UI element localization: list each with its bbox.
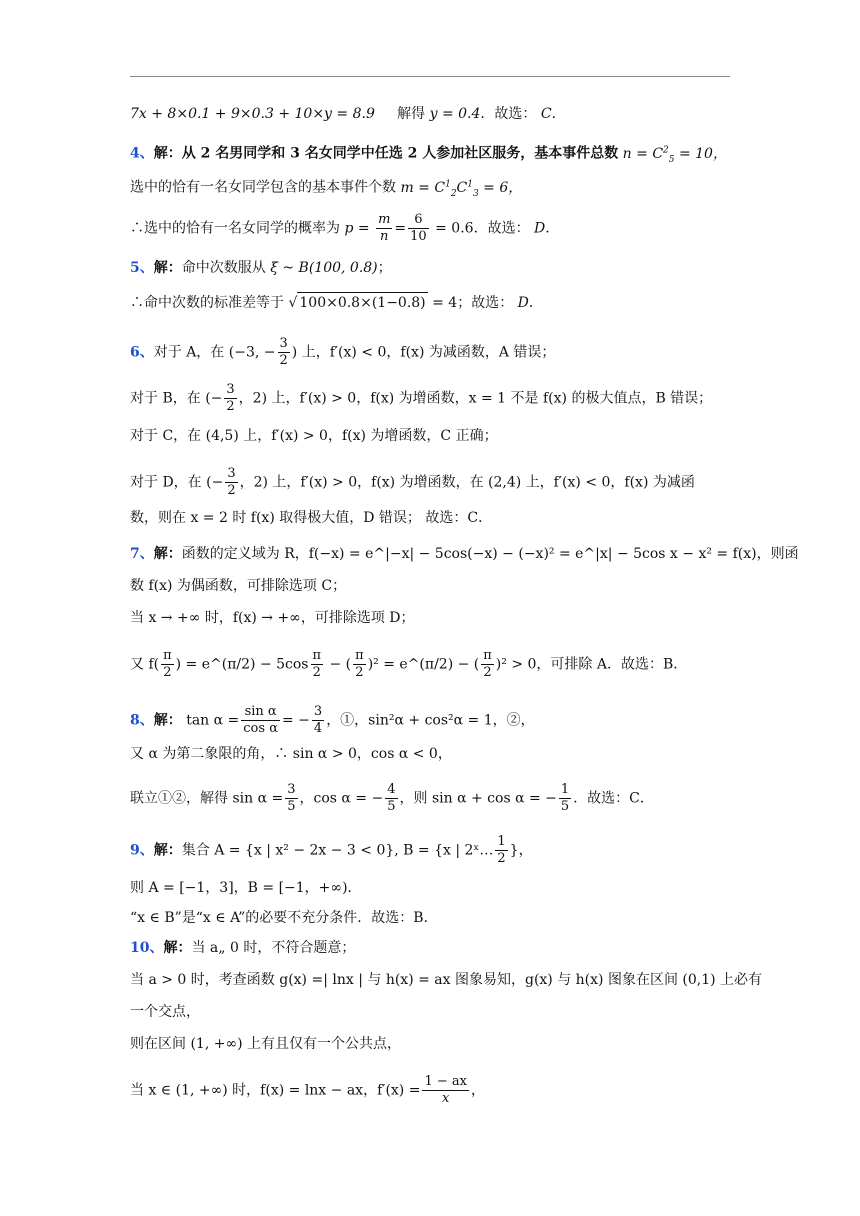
q5-line-2	[130, 292, 732, 313]
q4-frac-six: 6	[414, 212, 423, 227]
q10-text-2: 当 a > 0 时，考查函数 g(x) =| lnx | 与 h(x) = ax 图象易知，g(x) 与 h(x) 图象在区间 (0,1) 上必有	[130, 972, 763, 988]
q8-line-1	[130, 704, 732, 737]
q10-solution-label: 解：	[163, 940, 192, 956]
q10-line-2	[130, 970, 763, 990]
q6-b-frac	[224, 382, 236, 415]
q7-frac-2-num: π	[312, 648, 322, 663]
q7-frac-2-den: 2	[311, 664, 324, 681]
q6-d-text-1: 对于 D，在 (−	[130, 474, 224, 491]
q7-solution-label: 解：	[153, 546, 182, 562]
q9-line-2	[130, 878, 732, 898]
q9-text-1b: }，	[509, 842, 533, 859]
q5-solution-label: 解：	[153, 260, 182, 276]
q9-frac-num: 1	[497, 834, 506, 849]
q9-line-1	[130, 834, 732, 867]
header-rule	[130, 76, 730, 77]
q6-line-b	[130, 382, 732, 415]
q4-m-c2: C	[456, 179, 468, 196]
q4-frac-ten: 10	[410, 229, 427, 244]
q6-d-frac	[225, 466, 237, 499]
q5-number: 5、	[130, 260, 154, 276]
q9-line-3	[130, 908, 732, 928]
q4-m-sub1: 2	[450, 188, 457, 199]
q4-n-c: n = C	[622, 145, 664, 162]
q7-number: 7、	[130, 546, 154, 562]
q8-line-2	[130, 744, 732, 764]
q5-end: ．	[528, 295, 543, 311]
q7-frac-4-den: 2	[481, 664, 494, 681]
q9-text-2: 则 A = [−1，3]，B = [−1，+∞)．	[130, 880, 362, 896]
q4-n-sub: 5	[668, 154, 675, 165]
q4-frac-num: m	[378, 212, 391, 227]
q5-text-2: ∴命中次数的标准差等于	[130, 295, 284, 311]
q8-frac-34	[312, 704, 324, 737]
q6-a-frac-num: 3	[279, 336, 288, 351]
q10-frac-den: x	[442, 1091, 450, 1106]
q6-d-frac-den: 2	[227, 483, 236, 498]
q10-frac-num: 1 − ax	[424, 1074, 467, 1089]
q4-line-3: ∴选中的恰有一名女同学的概率为 p = $\frac{m}{n}$ = $\frac{6}{10}$ = 0.6．故选： D．	[130, 212, 560, 244]
q10-text-4: 则在区间 (1, +∞) 上有且仅有一个公共点，	[130, 1036, 402, 1052]
q7-text-4a: 又 f(	[130, 656, 160, 673]
q5-sqrt-tail: = 4；故选：	[427, 295, 514, 311]
q8-frac-45	[385, 782, 397, 815]
q10-text-5a: 当 x ∈ (1, +∞) 时，f(x) = lnx − ax，f′(x) =	[130, 1082, 421, 1099]
q9-frac	[495, 834, 507, 867]
q5-distribution: ξ ~ B(100, 0.8)	[270, 260, 378, 276]
q4-line-2	[130, 174, 732, 203]
q7-frac-3	[353, 648, 366, 681]
q4-m-tail: = 6，	[478, 179, 523, 196]
q10-number: 10、	[130, 940, 164, 956]
q7-frac-4	[481, 648, 494, 681]
q4-text-2: 选中的恰有一名女同学包含的基本事件个数	[130, 179, 396, 196]
q5-sqrt-body: 100×0.8×(1−0.8)	[297, 292, 427, 313]
q10-frac	[422, 1074, 469, 1107]
q6-b-frac-den: 2	[226, 399, 235, 414]
q6-line-c	[130, 426, 732, 446]
q4-m-sup2: 1	[467, 179, 473, 189]
q9-text-3: “x ∈ B”是“x ∈ A”的必要不充分条件．故选：B．	[130, 910, 438, 926]
q4-m-sup1: 1	[445, 179, 451, 189]
q8-line-3	[130, 782, 732, 815]
q6-d-text-3: 数，则在 x = 2 时 f(x) 取得极大值，D 错误； 故选：C．	[130, 510, 493, 526]
q4-text-3: ∴选中的恰有一名女同学的概率为	[130, 220, 340, 237]
q7-frac-3-num: π	[355, 648, 364, 663]
sqrt-icon: √	[288, 295, 298, 311]
q8-solution-label: 解：	[153, 712, 182, 729]
q6-d-frac-num: 3	[227, 466, 236, 481]
q7-text-3: 当 x → +∞ 时，f(x) → +∞，可排除选项 D；	[130, 610, 415, 626]
q10-text-3: 一个交点，	[130, 1004, 200, 1020]
q7-text-4b: ) = e^(π/2) − 5cos	[175, 656, 309, 673]
q6-b-text-2: ，2) 上，f′(x) > 0，f(x) 为增函数，x = 1 不是 f(x) 的极大值点，B 错误；	[238, 390, 713, 407]
q8-text-3a: 联立①②，解得 sin α =	[130, 790, 284, 807]
q6-line-d	[130, 466, 732, 499]
q4-m-expr	[400, 179, 523, 199]
q4-solution-label: 解：	[153, 145, 182, 162]
q5-line-1	[130, 258, 732, 278]
q8-number: 8、	[130, 712, 154, 729]
q7-frac-1	[161, 648, 174, 681]
q7-line-3	[130, 608, 732, 628]
q8-frac-3: 3	[313, 704, 323, 719]
q8-frac-4: 4	[313, 721, 323, 736]
q8-frac-35-den: 5	[287, 799, 296, 814]
q4-frac-den: n	[380, 229, 389, 244]
q7-frac-1-num: π	[163, 648, 172, 663]
q7-text-2: 数 f(x) 为偶函数，可排除选项 C；	[130, 578, 347, 594]
q6-c-text: 对于 C，在 (4,5) 上，f′(x) > 0，f(x) 为增函数，C 正确；	[130, 428, 498, 444]
q4-line-1	[130, 140, 732, 169]
q7-frac-1-den: 2	[161, 664, 174, 681]
q8-frac-35-num: 3	[287, 782, 296, 797]
q8-frac-45-num: 4	[387, 782, 396, 797]
q9-number: 9、	[130, 842, 154, 859]
q10-line-5	[130, 1074, 732, 1107]
q7-line-1	[130, 544, 799, 564]
q5-choice: D	[517, 295, 529, 311]
q7-frac-4-num: π	[483, 648, 492, 663]
q8-text-1b: = −	[281, 712, 310, 729]
q10-line-3	[130, 1002, 732, 1022]
q10-text-5b: ，	[470, 1082, 485, 1099]
q3-text: 解得	[397, 106, 426, 122]
q4-choice: D	[534, 220, 546, 237]
q4-n-expr	[622, 145, 727, 165]
q4-text-1: 从 2 名男同学和 3 名女同学中任选 2 人参加社区服务，基本事件总数	[181, 145, 619, 162]
q7-text-4d: )² = e^(π/2) − (	[367, 656, 480, 673]
q8-frac-15-num: 1	[560, 782, 570, 797]
q6-a-text-2: ) 上，f′(x) < 0，f(x) 为减函数，A 错误；	[291, 344, 556, 361]
q6-b-text-1: 对于 B，在 (−	[130, 390, 223, 407]
q6-b-frac-num: 3	[226, 382, 235, 397]
q7-text-4c: − (	[325, 656, 352, 673]
q7-line-2	[130, 576, 732, 596]
q4-end: ．	[545, 220, 560, 237]
q3-equation: 7x + 8×0.1 + 9×0.3 + 10×y = 8.9	[130, 106, 375, 122]
q8-frac-15	[559, 782, 571, 815]
q4-m-c1: m = C	[400, 179, 446, 196]
q6-number: 6、	[130, 344, 154, 361]
q6-line-a	[130, 336, 732, 369]
q9-frac-den: 2	[497, 851, 506, 866]
q10-line-4	[130, 1034, 732, 1054]
q6-a-text-1: 对于 A，在 (−3, −	[153, 344, 276, 361]
q6-a-frac	[278, 336, 290, 369]
q3-line	[130, 104, 732, 124]
q6-d-text-2: ，2) 上，f′(x) > 0，f(x) 为增函数，在 (2,4) 上，f′(x) < 0，f(x) 为减函	[239, 474, 695, 491]
q5-text-1: 命中次数服从	[181, 260, 266, 276]
q4-n-tail: = 10，	[674, 145, 727, 162]
q7-frac-2	[311, 648, 324, 681]
q8-text-3b: ，cos α = −	[299, 790, 384, 807]
q3-end: ．	[551, 106, 566, 122]
q5-semicolon: ；	[377, 260, 392, 276]
q10-line-1	[130, 938, 732, 958]
q8-frac-15-den: 5	[560, 799, 570, 814]
q6-a-frac-den: 2	[279, 353, 288, 368]
q4-p-tail: = 0.6．故选：	[435, 220, 530, 237]
q6-line-e	[130, 508, 732, 528]
q10-text-1: 当 a„ 0 时，不符合题意；	[191, 940, 356, 956]
q4-frac-m-n	[376, 212, 392, 245]
q3-text-b: ．故选：	[480, 106, 537, 122]
q8-frac-sincos	[241, 704, 280, 737]
q8-text-1a: tan α =	[186, 712, 240, 729]
q8-text-3d: ．故选：C．	[573, 790, 654, 807]
q4-p-eq: p =	[344, 220, 370, 237]
q8-text-3c: ，则 sin α + cos α = −	[399, 790, 557, 807]
q3-result: y = 0.4	[429, 106, 481, 122]
q9-text-1a: 集合 A = {x | x² − 2x − 3 < 0}, B = {x | 2ˣ…	[181, 842, 494, 859]
q4-n-sup: 2	[663, 145, 669, 155]
q4-number: 4、	[130, 145, 154, 162]
q8-frac-sin: sin α	[244, 704, 277, 719]
q9-solution-label: 解：	[153, 842, 182, 859]
q4-m-sub2: 3	[473, 188, 479, 199]
q8-text-2: 又 α 为第二象限的角，∴ sin α > 0，cos α < 0，	[130, 746, 452, 762]
q3-choice: C	[540, 106, 552, 122]
q8-frac-35	[285, 782, 297, 815]
q8-frac-cos: cos α	[243, 721, 278, 736]
q4-frac-6-10	[408, 212, 429, 245]
q7-text-1: 函数的定义域为 R，f(−x) = e^|−x| − 5cos(−x) − (−x)² = e^|x| − 5cos x − x² = f(x)，则函	[181, 546, 799, 562]
q8-text-1c: ，①，sin²α + cos²α = 1，②，	[326, 712, 535, 729]
q7-frac-3-den: 2	[353, 664, 366, 681]
q8-frac-45-den: 5	[387, 799, 396, 814]
q7-line-4	[130, 648, 732, 681]
q7-text-4e: )² > 0，可排除 A．故选：B．	[495, 656, 688, 673]
